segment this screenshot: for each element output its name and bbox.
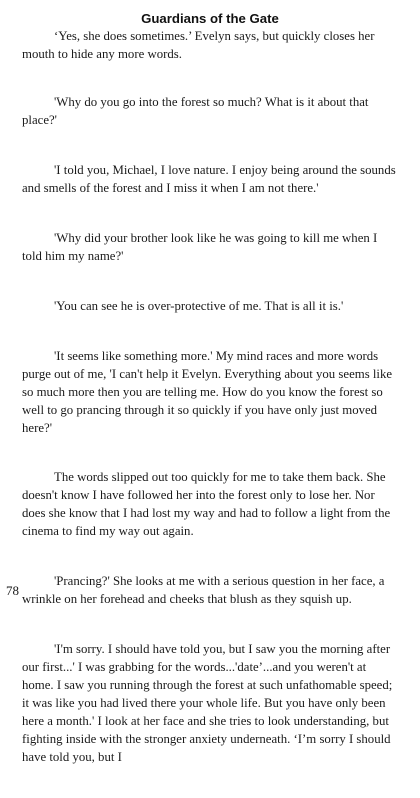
running-header-title: Guardians of the Gate: [141, 11, 279, 26]
paragraph: The words slipped out too quickly for me to take them back. She doesn't know I have followed her into the forest only to lose her. Nor does she know that I had lost my way and had to follow a light from the cinema to find my way out again.: [22, 470, 391, 538]
paragraph: 'Why did your brother look like he was going to kill me when I told him my name?': [22, 231, 378, 263]
paragraph: 'You can see he is over-protective of me. That is all it is.': [54, 299, 344, 313]
page-number: 78: [6, 583, 19, 598]
paragraph: 'It seems like something more.' My mind races and more words purge out of me, 'I can't help it Evelyn. Everything about you seems like so much more then you are telling me. How do you know the forest so well to go prancing through it so quickly if you have only just moved here?': [22, 349, 393, 435]
paragraph: 'I'm sorry. I should have told you, but I saw you the morning after our first...' I was grabbing for the words...'date’...and you weren't at home. I saw you running through the forest at such unfathomable speed; it was like you had lived there your whole life. But you have only been here a month.' I look at her face and she tries to look understanding, but fighting inside with the stronger anxiety underneath. ‘I’m sorry I should have told you, but I: [22, 642, 393, 764]
paragraph: 'Prancing?' She looks at me with a serious question in her face, a wrinkle on her forehead and cheeks that blush as they squish up.: [22, 574, 385, 606]
paragraph: ‘Yes, she does sometimes.’ Evelyn says, but quickly closes her mouth to hide any more words.: [22, 29, 375, 61]
paragraph: 'I told you, Michael, I love nature. I enjoy being around the sounds and smells of the forest and I miss it when I am not there.': [22, 163, 396, 195]
paragraph: 'Why do you go into the forest so much? What is it about that place?': [22, 95, 369, 127]
body-text: [22, 27, 398, 798]
